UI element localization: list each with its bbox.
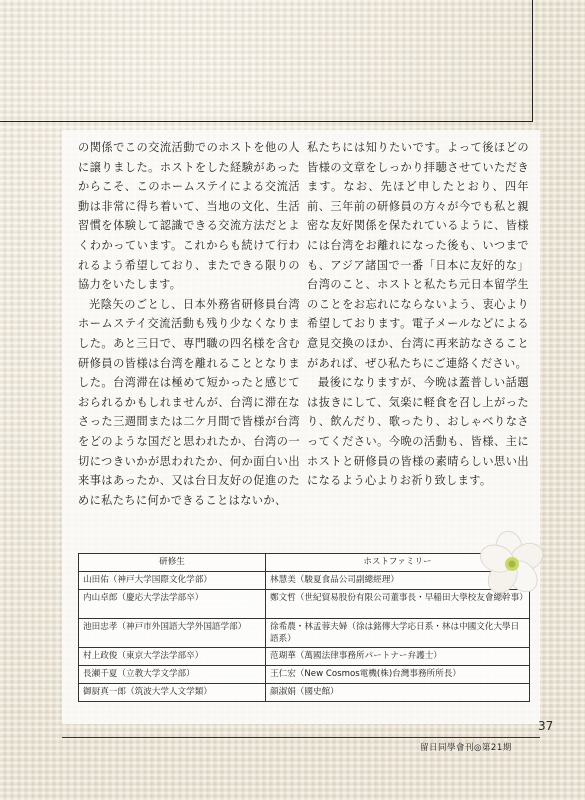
trainee-host-table (78, 553, 530, 702)
page-number: 37 (538, 719, 554, 733)
table-row (79, 684, 530, 702)
trainee-cell: 御厨真一郎（筑波大学人文学類） (79, 684, 266, 702)
footer-rule (62, 737, 540, 738)
host-cell: 顔淑娟（國史館） (266, 684, 530, 702)
paragraph: 私たちには知りたいです。よって後ほどの皆様の文章をしっかり拝聴させていただきます。なお、先ほど申したとおり、四年前、三年前の研修員の方々が今でも私と親密な友好関係を保たれているように、皆様には台湾をお離れになった後も、いつまでも、アジア諸国で一番「日本に友好的な」台湾のこと、ホストと私たち元日本留学生のことをお忘れにならないよう、衷心より希望しております。電子メールなどによる意見交換のほか、台湾に再来訪なさることがあれば、ぜひ私たちにご連絡ください。 (307, 141, 529, 370)
trainee-cell: 内山卓郎（慶応大学法学部卒） (79, 590, 266, 619)
table-row (79, 590, 530, 619)
right-column (307, 138, 529, 491)
left-column (78, 138, 300, 510)
footer-title: 留日同學會刊◎第21期 (420, 743, 512, 753)
header-rule (0, 121, 532, 122)
table-header-host: ホストファミリー (266, 554, 530, 572)
host-cell: 林慧美（駿夏食品公司副總經理） (266, 572, 530, 590)
host-cell: 范瑚華（萬國法律事務所パートナー弁護士） (266, 648, 530, 666)
paragraph: 最後になりますが、今晩は蓋普しい話題は抜きにして、気楽に軽食を召し上がったり、飲んだり、歌ったり、おしゃべりなさってください。今晩の活動も、皆様、主にホストと研修員の皆様の素晴らしい思い出になるよう心よりお祈り致します。 (307, 376, 529, 488)
table-header-trainee: 研修生 (79, 554, 266, 572)
paragraph: 光陰矢のごとし、日本外務省研修員台湾ホームステイ交流活動も残り少なくなりました。あと三日で、専門職の四名様を含む研修員の皆様は台湾を離れることとなりました。台湾滞在は極めて短かったと感じておられるかもしれませんが、台湾に滞在なさった三週間または二ケ月間で皆様が台湾をどのような国だと思われたか、台湾の一切につきいかが思われたか、何か面白い出来事はあったか、又は台日友好の促進のために私たちに何かできることはないか、 (78, 297, 300, 507)
table-row (79, 666, 530, 684)
host-cell: 王仁宏（New Cosmos電機(株)台灣事務所所長） (266, 666, 530, 684)
flower-icon (478, 530, 548, 594)
host-cell: 鄭文哲（世紀貿易股份有限公司董事長・早稲田大學校友會總幹事） (266, 590, 530, 619)
host-cell: 徐希農・林孟蓉夫婦（徐は銘傳大学応日系・林は中國文化大學日語系） (266, 619, 530, 648)
paragraph: の関係でこの交流活動でのホストを他の人に譲りました。ホストをした経験があったからこそ、このホームステイによる交流活動は非常に得ち着いて、当地の文化、生活習慣を体験して認識できる交流方法だとよくわかっています。これからも続けて行われるよう希望しており、またできる限りの協力をいたします。 (78, 141, 300, 292)
table-row (79, 648, 530, 666)
trainee-cell: 村上政俊（東京大学法学部卒） (79, 648, 266, 666)
table-row (79, 619, 530, 648)
table-row (79, 572, 530, 590)
trainee-cell: 山田佑（神戸大学国際文化学部） (79, 572, 266, 590)
trainee-cell: 池田忠孝（神戸市外国語大学外国語学部） (79, 619, 266, 648)
header-vertical-rule (532, 0, 533, 122)
trainee-cell: 長瀬千夏（立教大学文学部） (79, 666, 266, 684)
